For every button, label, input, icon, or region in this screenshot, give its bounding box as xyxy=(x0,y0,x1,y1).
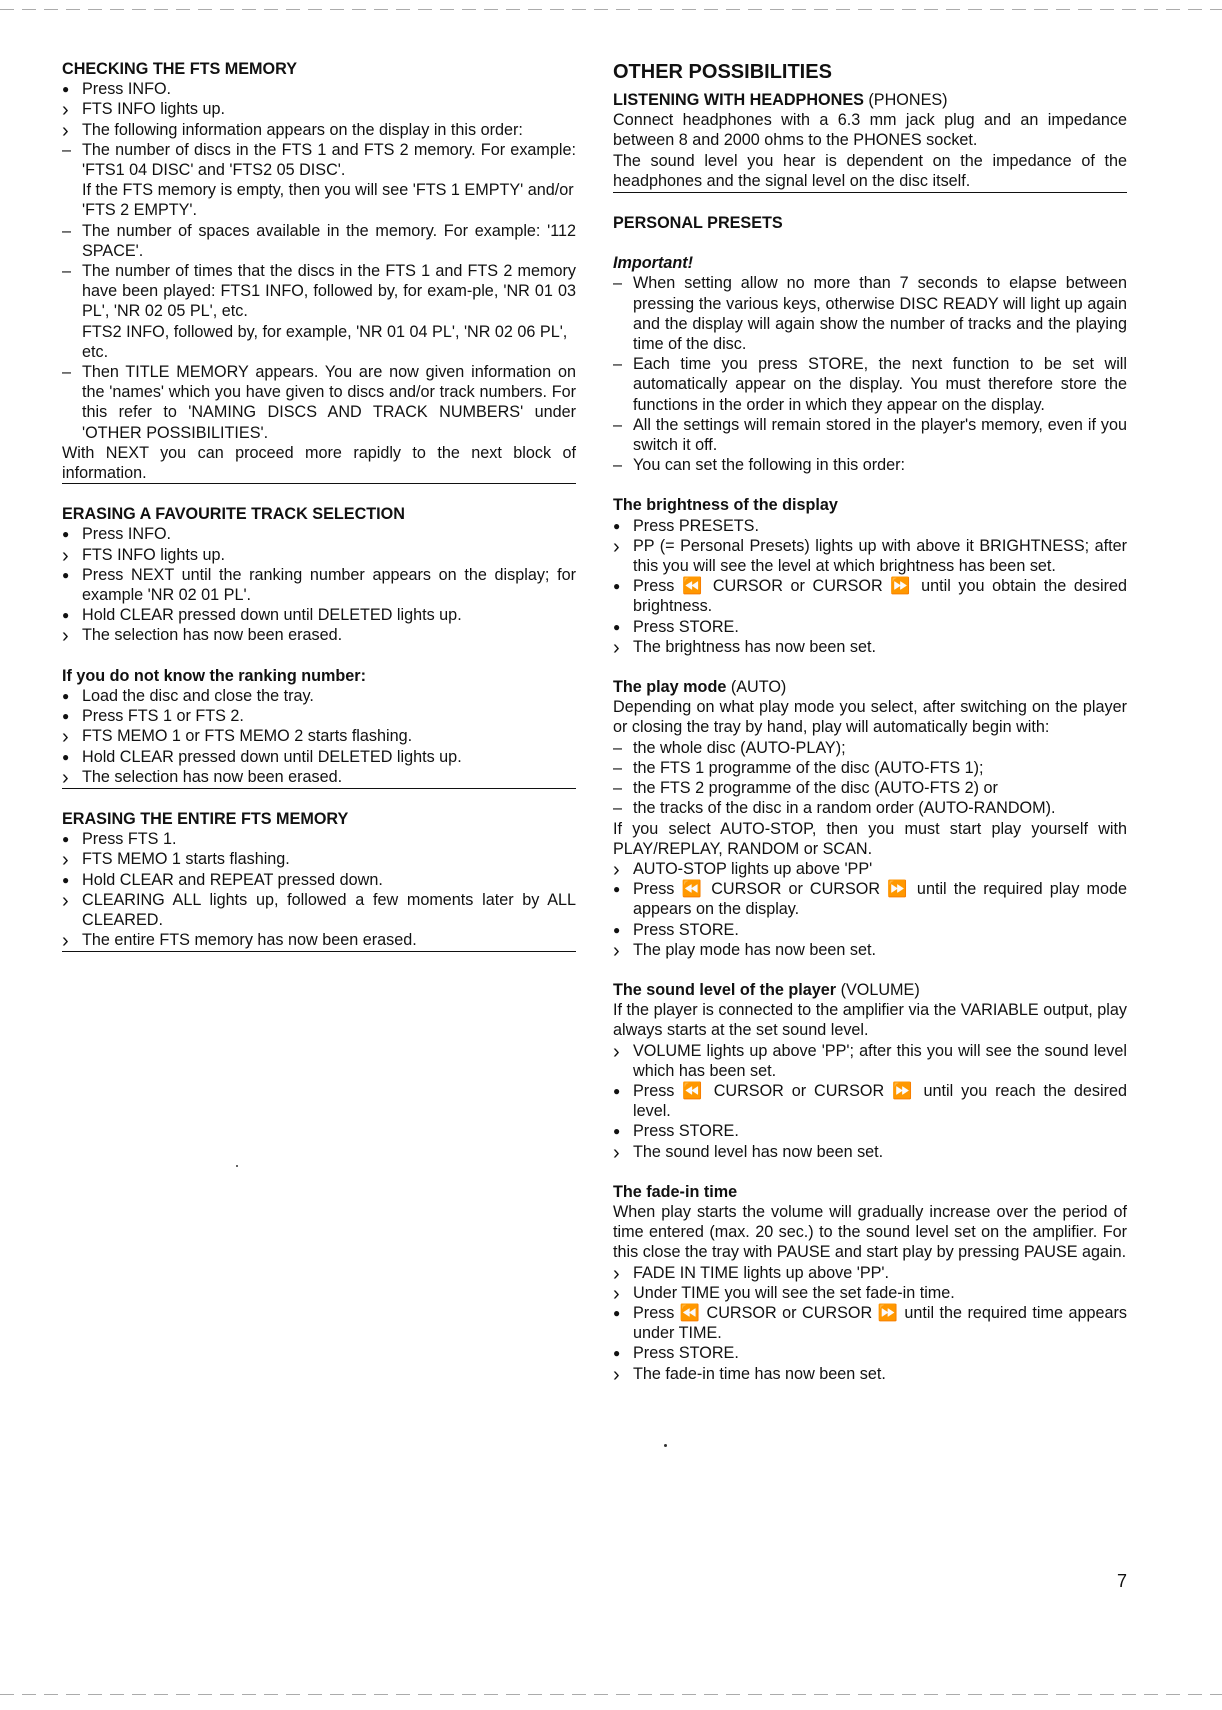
section-heading: LISTENING WITH HEADPHONES (PHONES) xyxy=(613,91,948,109)
result-step: › The fade-in time has now been set. xyxy=(613,1364,1127,1384)
bullet-icon xyxy=(62,524,78,545)
dash-icon xyxy=(613,778,629,798)
bullet-icon xyxy=(613,1343,629,1364)
result-step: › The brightness has now been set. xyxy=(613,637,1127,657)
item-list xyxy=(613,516,1127,657)
section-heading: PERSONAL PRESETS xyxy=(613,214,783,233)
paragraph: When play starts the volume will gradually increase over the period of time entered (max. 20 sec.) to the sound level set on the amplifier. For this close the tray with PAUSE and start play by pressing PAUSE again. xyxy=(613,1202,1127,1262)
action-step: ● Press FTS 1 or FTS 2. xyxy=(62,706,576,726)
paragraph: With NEXT you can proceed more rapidly to the next block of information. xyxy=(62,443,576,483)
bullet-icon xyxy=(62,79,78,100)
paragraph: The sound level you hear is dependent on the impedance of the headphones and the signal level on the disc itself. xyxy=(613,151,1127,190)
dash-item: – You can set the following in this order: xyxy=(613,455,1127,475)
dash-icon xyxy=(613,354,629,374)
result-step: › FTS INFO lights up. xyxy=(62,545,576,565)
action-step: ● Press NEXT until the ranking number appears on the display; for example 'NR 02 01 PL'. xyxy=(62,565,576,605)
dash-item: – When setting allow no more than 7 seconds to elapse between pressing the various keys, otherwise DISC READY will light up again and the display will again show the number of tracks and the playing time of the disc. xyxy=(613,273,1127,354)
dash-icon xyxy=(62,221,78,241)
section-heading: The play mode (AUTO) xyxy=(613,678,787,697)
dash-item: – the tracks of the disc in a random order (AUTO-RANDOM). xyxy=(613,798,1127,818)
action-step: ● Press PRESETS. xyxy=(613,516,1127,536)
arrow-icon xyxy=(62,849,78,870)
result-step: › The sound level has now been set. xyxy=(613,1142,1127,1162)
paragraph: Depending on what play mode you select, after switching on the player or closing the tray by hand, play will automatically begin with: xyxy=(613,698,1127,737)
bullet-icon xyxy=(62,706,78,727)
action-step: ● Press STORE. xyxy=(613,920,1127,940)
arrow-icon xyxy=(613,1142,629,1163)
bullet-icon xyxy=(613,920,629,941)
result-step: › PP (= Personal Presets) lights up with above it BRIGHTNESS; after this you will see the level at which brightness has been set. xyxy=(613,536,1127,576)
important-note-label: Important! xyxy=(613,254,694,273)
action-step: ● Press ⏪ CURSOR or CURSOR ⏩ until you obtain the desired brightness. xyxy=(613,576,1127,616)
dash-item: – the FTS 1 programme of the disc (AUTO-FTS 1); xyxy=(613,758,1127,778)
dash-item: – The number of discs in the FTS 1 and FTS 2 memory. For example: 'FTS1 04 DISC' and 'FTS2 05 DISC'. xyxy=(62,140,576,180)
action-step: ● Hold CLEAR pressed down until DELETED lights up. xyxy=(62,605,576,625)
continuation-text: FTS2 INFO, followed by, for example, 'NR 01 04 PL', 'NR 02 06 PL', etc. xyxy=(82,322,568,361)
arrow-icon xyxy=(613,859,629,880)
dash-item: – Each time you press STORE, the next function to be set will automatically appear on the display. You must therefore store the functions in the order in which they appear on the display. xyxy=(613,354,1127,415)
item-list xyxy=(613,697,1127,960)
dash-icon xyxy=(62,261,78,281)
arrow-icon xyxy=(613,637,629,658)
section-heading: ERASING A FAVOURITE TRACK SELECTION xyxy=(62,505,405,524)
arrow-icon xyxy=(613,1041,629,1062)
section-personal-presets xyxy=(613,213,1127,475)
result-step: › Under TIME you will see the set fade-in time. xyxy=(613,1283,1127,1303)
action-step: ● Press STORE. xyxy=(613,1121,1127,1141)
dash-item: – The number of times that the discs in the FTS 1 and FTS 2 memory have been played: FTS1 INFO, followed by, for exam-ple, 'NR 01 03 PL', 'NR 02 05 PL', etc. xyxy=(62,261,576,322)
action-step: ● Press ⏪ CURSOR or CURSOR ⏩ until the required time appears under TIME. xyxy=(613,1303,1127,1343)
dash-icon xyxy=(613,415,629,435)
result-step: › FTS MEMO 1 starts flashing. xyxy=(62,849,576,869)
section-erasing-entire xyxy=(62,809,576,952)
bullet-icon xyxy=(613,617,629,638)
result-step: › FTS INFO lights up. xyxy=(62,99,576,119)
result-step: › The selection has now been erased. xyxy=(62,767,576,787)
section-heading: CHECKING THE FTS MEMORY xyxy=(62,60,298,78)
page-title: OTHER POSSIBILITIES xyxy=(613,61,832,83)
item-list xyxy=(62,829,576,950)
bullet-icon xyxy=(62,565,78,586)
dash-icon xyxy=(62,362,78,382)
paragraph: Connect headphones with a 6.3 mm jack plug and an impedance between 8 and 2000 ohms to the PHONES socket. xyxy=(613,111,1127,150)
section-play-mode xyxy=(613,677,1127,960)
item-list xyxy=(613,1000,1127,1162)
action-step: ● Press INFO. xyxy=(62,79,576,99)
dash-icon xyxy=(613,273,629,293)
arrow-icon xyxy=(62,99,78,120)
item-list xyxy=(62,79,576,483)
action-step: ● Load the disc and close the tray. xyxy=(62,686,576,706)
paragraph: If you select AUTO-STOP, then you must start play yourself with PLAY/REPLAY, RANDOM or SCAN. xyxy=(613,819,1127,858)
dash-item: – All the settings will remain stored in the player's memory, even if you switch it off. xyxy=(613,415,1127,455)
action-step: ● Press ⏪ CURSOR or CURSOR ⏩ until the required play mode appears on the display. xyxy=(613,879,1127,919)
arrow-icon xyxy=(613,1263,629,1284)
bullet-icon xyxy=(62,686,78,707)
bullet-icon xyxy=(62,829,78,850)
result-step: › VOLUME lights up above 'PP'; after this you will see the sound level which has been set. xyxy=(613,1041,1127,1081)
section-checking-fts-memory xyxy=(62,59,576,483)
dash-icon xyxy=(613,758,629,778)
bullet-icon xyxy=(613,1081,629,1102)
action-step: ● Press STORE. xyxy=(613,1343,1127,1363)
item-list xyxy=(613,1202,1127,1384)
action-step: ● Hold CLEAR and REPEAT pressed down. xyxy=(62,870,576,890)
result-step: › The entire FTS memory has now been erased. xyxy=(62,930,576,950)
bullet-icon xyxy=(613,1303,629,1324)
action-step: ● Press ⏪ CURSOR or CURSOR ⏩ until you reach the desired level. xyxy=(613,1081,1127,1121)
dash-item: – Then TITLE MEMORY appears. You are now given information on the 'names' which you have given to discs and/or track numbers. For this refer to 'NAMING DISCS AND TRACK NUMBERS' under 'OTHER POSSIBILITIES'. xyxy=(62,362,576,443)
section-heading: ERASING THE ENTIRE FTS MEMORY xyxy=(62,809,349,828)
arrow-icon xyxy=(62,625,78,646)
section-heading: The sound level of the player (VOLUME) xyxy=(613,980,920,999)
paragraph: If the player is connected to the amplifier via the VARIABLE output, play always starts at the set sound level. xyxy=(613,1001,1127,1040)
item-list xyxy=(613,273,1127,475)
section-heading: The brightness of the display xyxy=(613,496,838,515)
section-heading: The fade-in time xyxy=(613,1182,738,1201)
bullet-icon xyxy=(613,1121,629,1142)
scan-edge-top xyxy=(0,9,1222,10)
bullet-icon xyxy=(62,605,78,626)
arrow-icon xyxy=(613,1283,629,1304)
dash-icon xyxy=(613,798,629,818)
action-step: ● Hold CLEAR pressed down until DELETED lights up. xyxy=(62,747,576,767)
dash-item: – The number of spaces available in the memory. For example: '112 SPACE'. xyxy=(62,221,576,261)
result-step: › AUTO-STOP lights up above 'PP' xyxy=(613,859,1127,879)
section-volume xyxy=(613,980,1127,1162)
action-step: ● Press FTS 1. xyxy=(62,829,576,849)
page-number: 7 xyxy=(1116,1571,1127,1591)
right-column xyxy=(613,59,1127,1404)
item-list xyxy=(62,524,576,645)
section-fade-in xyxy=(613,1182,1127,1384)
bullet-icon xyxy=(62,870,78,891)
section-brightness xyxy=(613,495,1127,657)
section-divider xyxy=(62,483,576,484)
continuation-text: If the FTS memory is empty, then you will see 'FTS 1 EMPTY' and/or 'FTS 2 EMPTY'. xyxy=(82,181,574,220)
left-column xyxy=(62,59,576,972)
arrow-icon xyxy=(62,930,78,951)
scan-edge-bottom xyxy=(0,1694,1222,1695)
dash-icon xyxy=(613,738,629,758)
dash-item: – the whole disc (AUTO-PLAY); xyxy=(613,738,1127,758)
arrow-icon xyxy=(62,767,78,788)
arrow-icon xyxy=(613,940,629,961)
result-step: › The following information appears on the display in this order: xyxy=(62,120,576,140)
dash-item: – the FTS 2 programme of the disc (AUTO-FTS 2) or xyxy=(613,778,1127,798)
bullet-icon xyxy=(613,516,629,537)
section-erasing-favourite xyxy=(62,504,576,645)
bullet-icon xyxy=(62,747,78,768)
dash-icon xyxy=(62,140,78,160)
section-unknown-ranking xyxy=(62,666,576,789)
result-step: › The selection has now been erased. xyxy=(62,625,576,645)
bullet-icon xyxy=(613,576,629,597)
bullet-icon xyxy=(613,879,629,900)
action-step: ● Press STORE. xyxy=(613,617,1127,637)
arrow-icon xyxy=(613,1364,629,1385)
result-step: › The play mode has now been set. xyxy=(613,940,1127,960)
scan-speck xyxy=(236,1165,238,1167)
action-step: ● Press INFO. xyxy=(62,524,576,544)
arrow-icon xyxy=(62,726,78,747)
result-step: › CLEARING ALL lights up, followed a few moments later by ALL CLEARED. xyxy=(62,890,576,930)
item-list xyxy=(62,686,576,787)
section-headphones xyxy=(613,90,1127,193)
arrow-icon xyxy=(62,890,78,911)
arrow-icon xyxy=(613,536,629,557)
result-step: › FADE IN TIME lights up above 'PP'. xyxy=(613,1263,1127,1283)
dash-icon xyxy=(613,455,629,475)
scan-speck xyxy=(664,1444,667,1447)
item-list xyxy=(613,110,1127,191)
section-heading: If you do not know the ranking number: xyxy=(62,666,366,685)
result-step: › FTS MEMO 1 or FTS MEMO 2 starts flashing. xyxy=(62,726,576,746)
arrow-icon xyxy=(62,545,78,566)
arrow-icon xyxy=(62,120,78,141)
